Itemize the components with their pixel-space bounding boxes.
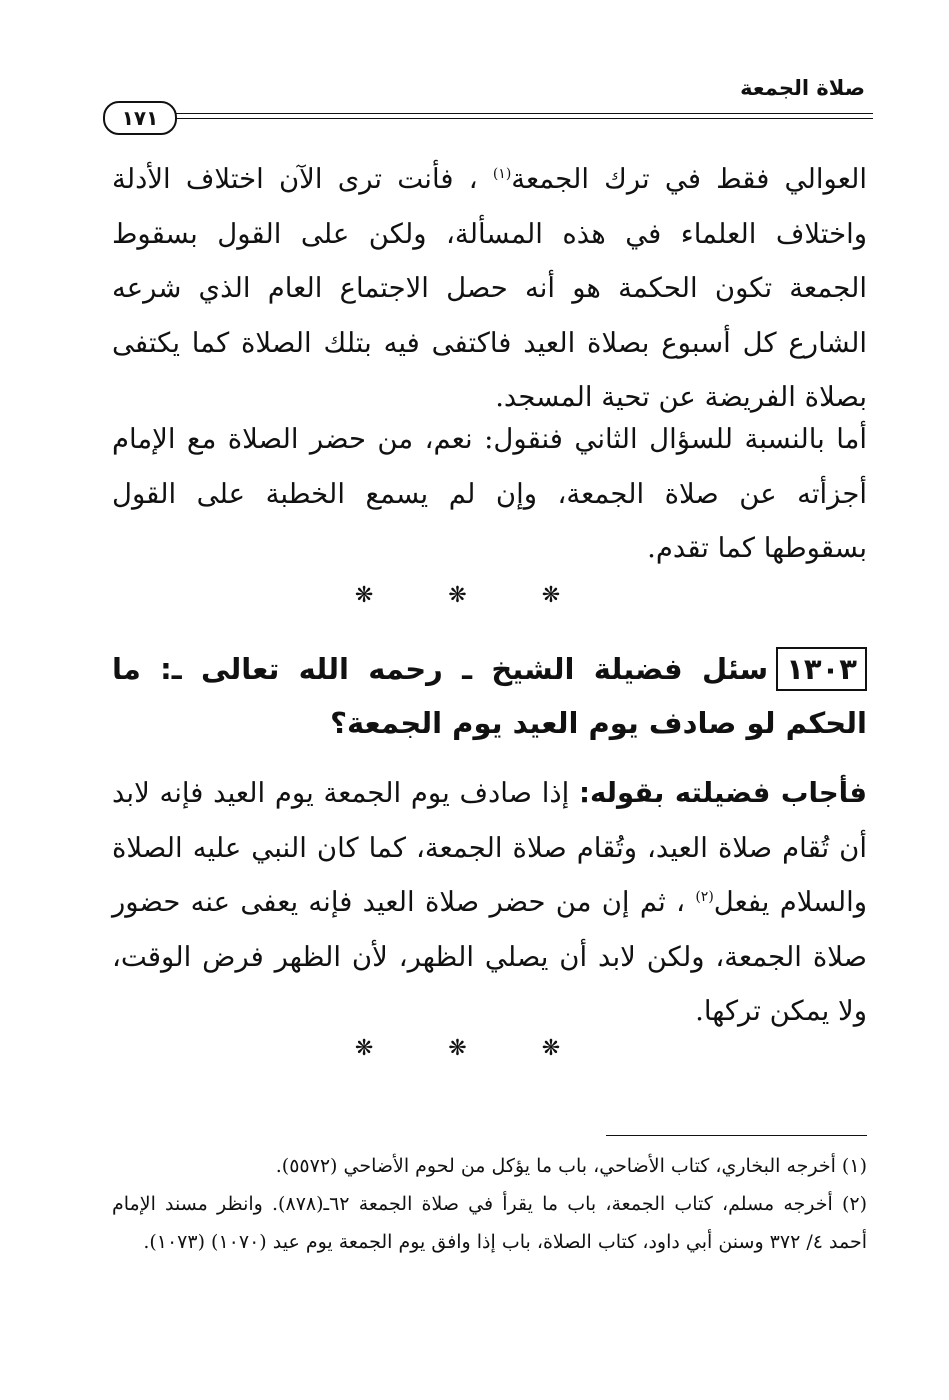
footnote-2: (٢) أخرجه مسلم، كتاب الجمعة، باب ما يقرأ في صلاة الجمعة ٦٢ـ(٨٧٨). وانظر مسند الإمام أحمد ٤/ ٣٧٢ وسنن أبي داود، كتاب الصلاة، باب إذا وافق يوم الجمعة يوم عيد (١٠٧٠) (١٠٧٣). [112,1193,868,1253]
fatwa-answer [112,766,867,1039]
section-separator: ❋ ❋ ❋ [354,583,595,608]
footnotes [112,1147,867,1261]
running-header-title: صلاة الجمعة [740,76,865,100]
question-text: سئل فضيلة الشيخ ـ رحمه الله تعالى ـ: ما الحكم لو صادف يوم العيد يوم الجمعة؟ [112,652,867,740]
footnote-rule [606,1135,867,1136]
paragraph-text: العوالي فقط في ترك الجمعة [511,163,867,195]
section-separator: ❋ ❋ ❋ [354,1036,595,1061]
footnote-1: (١) أخرجه البخاري، كتاب الأضاحي، باب ما يؤكل من لحوم الأضاحي (٥٥٧٢). [275,1155,867,1177]
page-number: ١٧١ [103,101,177,135]
paragraph-text: ، فأنت ترى الآن اختلاف الأدلة واختلاف العلماء في هذه المسألة، ولكن على القول بسقوط الجمعة تكون الحكمة هو أنه حصل الاجتماع العام الذي شرعه الشارع كل أسبوع بصلاة العيد فاكتفى فيه بتلك الصلاة كما يكتفى بصلاة الفريضة عن تحية المسجد. [112,163,867,413]
header-rule [170,118,873,119]
footnote-ref: (١) [492,165,512,182]
paragraph-continuation [112,152,867,425]
answer-text: إذا صادف يوم الجمعة يوم العيد فإنه لابد أن تُقام صلاة العيد، وتُقام صلاة الجمعة، كما كان النبي عليه الصلاة والسلام يفعل [112,777,868,918]
answer-text: ، ثم إن من حضر صلاة العيد فإنه يعفى عنه حضور صلاة الجمعة، ولكن لابد أن يصلي الظهر، لأن الظهر فرض الوقت، ولا يمكن تركها. [112,886,867,1027]
paragraph-second-question: أما بالنسبة للسؤال الثاني فنقول: نعم، من حضر الصلاة مع الإمام أجزأته عن صلاة الجمعة، وإن لم يسمع الخطبة على القول بسقوطها كما تقدم. [112,423,867,564]
fatwa-question [112,642,867,750]
footnote-ref: (٢) [695,888,714,905]
header-rule [170,113,873,114]
question-number: ١٣٠٣ [776,647,867,691]
answer-lead: فأجاب فضيلته بقوله: [578,777,868,809]
